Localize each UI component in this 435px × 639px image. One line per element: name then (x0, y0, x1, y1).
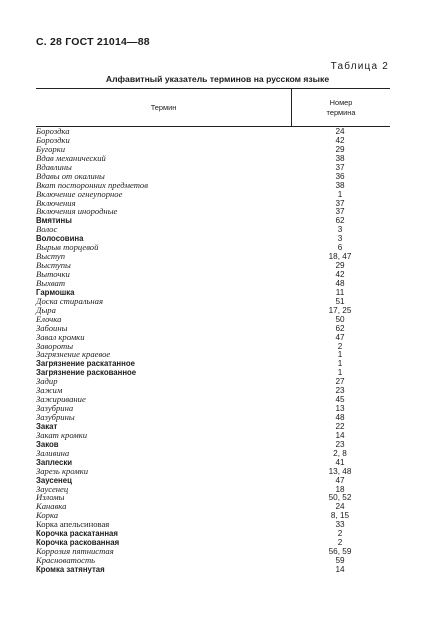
table-row (36, 297, 390, 306)
term-number: 11 (335, 287, 345, 297)
term-text: Выступы (36, 260, 71, 271)
term-text: Доска стиральная (36, 295, 103, 306)
term-text: Загрязнение раскатанное (36, 359, 135, 369)
table-row (36, 395, 390, 404)
term-number: 1 (337, 368, 343, 378)
term-text: Корка апельсиновая (36, 519, 110, 530)
table-row (36, 279, 390, 288)
table-row (36, 431, 390, 440)
table-row (36, 377, 390, 386)
table-row (36, 485, 390, 494)
table-row (36, 467, 390, 476)
term-number: 41 (335, 457, 345, 467)
term-text: Забоины (36, 322, 68, 333)
term-text: Заусенец (36, 483, 69, 494)
term-number: 33 (335, 520, 345, 530)
table-row (36, 243, 390, 252)
term-text: Заплески (36, 457, 73, 467)
table-row (36, 440, 390, 449)
table-row (36, 413, 390, 422)
term-number: 27 (335, 377, 345, 387)
term-number: 42 (335, 135, 345, 145)
table-row (36, 127, 390, 136)
table-row (36, 476, 390, 485)
term-number: 13 (335, 404, 345, 414)
term-number: 29 (335, 261, 345, 271)
term-text: Заков (36, 439, 59, 449)
term-number: 47 (335, 332, 345, 342)
term-text: Вдавлины (36, 161, 72, 172)
term-number: 2, 8 (333, 448, 347, 458)
term-number: 38 (335, 153, 345, 163)
table-row (36, 502, 390, 511)
table-row (36, 261, 390, 270)
table-row (36, 154, 390, 163)
table-row (36, 449, 390, 458)
table-row (36, 324, 390, 333)
term-text: Задир (36, 376, 58, 387)
term-text: Заусенец (36, 475, 72, 485)
term-text: Елочка (36, 313, 62, 324)
term-text: Изломы (36, 492, 65, 503)
term-text: Корочка раскатанная (36, 529, 118, 539)
term-text: Корочка раскованная (36, 538, 120, 548)
term-text: Закат (36, 421, 58, 431)
term-number: 2 (337, 529, 343, 539)
table-row (36, 216, 390, 225)
term-number: 48 (335, 278, 345, 288)
term-text: Вдав механический (36, 152, 106, 163)
table-row (36, 190, 390, 199)
term-number: 47 (335, 475, 345, 485)
term-number: 37 (335, 207, 345, 217)
term-text: Зажим (36, 385, 63, 396)
term-number: 23 (335, 439, 345, 449)
term-text: Выступ (36, 251, 65, 262)
term-text: Выхват (36, 277, 66, 288)
term-number: 37 (335, 162, 345, 172)
table-row (36, 225, 390, 234)
table-row (36, 252, 390, 261)
term-number: 24 (335, 127, 345, 136)
term-text: Коррозия пятнистая (36, 546, 114, 557)
term-text: Зазубрины (36, 412, 75, 422)
table-row (36, 520, 390, 529)
term-number: 18, 47 (328, 252, 352, 262)
column-header-term: Термин (36, 89, 292, 126)
term-number: 22 (335, 421, 345, 431)
table-row (36, 565, 390, 574)
term-number: 62 (335, 323, 345, 333)
table-row (36, 359, 390, 368)
term-text: Завороты (36, 340, 74, 351)
table-row (36, 207, 390, 216)
table-row (36, 422, 390, 431)
column-header-number: Номер термина (326, 97, 356, 117)
term-number: 1 (337, 189, 343, 199)
table-row (36, 404, 390, 413)
term-number: 48 (335, 413, 345, 422)
table-row (36, 315, 390, 324)
table-row (36, 556, 390, 565)
term-text: Вдавы от окалины (36, 170, 105, 181)
term-number: 8, 15 (330, 511, 350, 521)
table-title: Алфавитный указатель терминов на русском языке (105, 74, 330, 84)
term-text: Вкат посторонних предметов (36, 179, 148, 190)
term-text: Гармошка (36, 287, 75, 297)
term-text: Дыра (36, 304, 56, 315)
term-text: Бугорки (36, 143, 66, 154)
term-number: 38 (335, 180, 345, 190)
term-text: Вмятины (36, 216, 72, 226)
term-text: Канавка (36, 501, 67, 512)
table-row (36, 529, 390, 538)
term-text: Красноватость (36, 555, 96, 565)
term-number: 6 (337, 243, 343, 253)
term-text: Вырыв торцевой (36, 242, 99, 253)
term-number: 37 (335, 198, 345, 208)
term-number: 18 (335, 484, 345, 494)
term-number: 14 (335, 430, 345, 440)
term-text: Заливина (36, 447, 70, 458)
term-number: 2 (337, 538, 343, 548)
term-number: 45 (335, 395, 345, 405)
term-number: 62 (335, 216, 345, 226)
term-number: 2 (337, 341, 343, 351)
term-text: Волос (36, 224, 58, 235)
term-text: Зажиривание (36, 394, 86, 405)
term-number: 3 (337, 234, 343, 244)
table-row (36, 270, 390, 279)
term-index-list (36, 127, 390, 574)
table-row (36, 368, 390, 377)
term-number: 1 (337, 350, 343, 360)
table-row (36, 333, 390, 342)
term-number: 17, 25 (328, 305, 352, 315)
table-row (36, 386, 390, 395)
term-text: Выточки (36, 269, 70, 279)
term-text: Загрязнение краевое (36, 349, 111, 360)
term-text: Корка (36, 510, 59, 521)
table-row (36, 493, 390, 502)
term-text: Бороздки (36, 134, 70, 145)
term-text: Зазубрина (36, 403, 74, 414)
term-text: Включения инородные (36, 206, 118, 217)
table-row (36, 136, 390, 145)
term-number: 56, 59 (328, 547, 352, 557)
term-text: Волосовина (36, 234, 84, 244)
term-number: 14 (335, 564, 345, 574)
term-text: Включения (36, 197, 76, 208)
term-number: 29 (335, 144, 345, 154)
term-text: Кромка затянутая (36, 564, 105, 574)
table-label: Таблица 2 (330, 61, 389, 72)
page-header: С. 28 ГОСТ 21014—88 (36, 36, 150, 48)
table-row (36, 350, 390, 359)
term-number: 59 (335, 556, 345, 565)
term-number: 24 (335, 502, 345, 512)
term-number: 13, 48 (328, 466, 352, 476)
term-text: Загрязнение раскованное (36, 368, 137, 378)
table-row (36, 306, 390, 315)
term-number: 50, 52 (328, 493, 352, 503)
term-number: 3 (337, 225, 343, 235)
term-number: 42 (335, 270, 345, 279)
term-text: Включение огнеупорное (36, 188, 123, 199)
table-row (36, 458, 390, 467)
term-number: 23 (335, 386, 345, 396)
term-text: Бороздка (36, 126, 70, 136)
table-header (36, 88, 390, 127)
term-number: 36 (335, 171, 345, 181)
term-number: 51 (335, 296, 345, 306)
term-number: 1 (337, 359, 343, 369)
term-text: Зарезь кромки (36, 465, 89, 476)
term-number: 50 (335, 314, 345, 324)
term-text: Завал кромки (36, 331, 85, 342)
term-text: Закат кромки (36, 429, 88, 440)
